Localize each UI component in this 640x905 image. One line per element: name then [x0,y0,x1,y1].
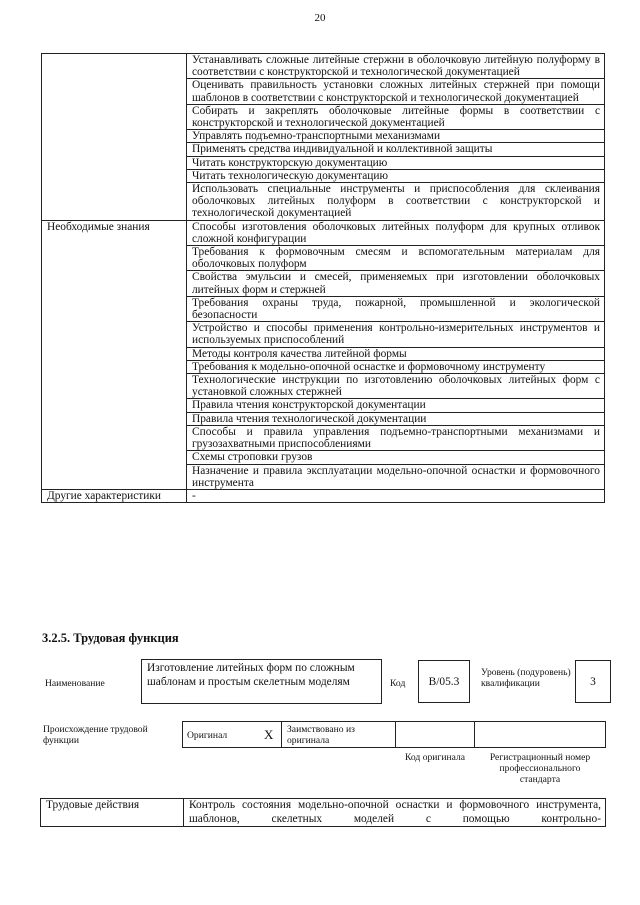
name-label: Наименование [45,678,105,689]
row-label: Необходимые знания [42,220,187,489]
function-name-box [141,659,382,704]
row-text: Свойства эмульсии и смесей, применяемых при изготовлении оболочковых литейных форм и стержней [187,271,605,296]
function-name-value: Изготовление литейных форм по сложным шаблонам и простым скелетным моделям [147,662,355,688]
row-text: Назначение и правила эксплуатации модельно-опочной оснастки и формовочного инструмента [187,464,605,489]
original-mark: X [264,727,274,742]
code-original-cell [395,721,475,748]
row-text: Методы контроля качества литейной формы [187,347,605,360]
row-text: Требования к модельно-опочной оснастке и формовочному инструменту [187,360,605,373]
row-text: Способы и правила управления подъемно-транспортными механизмами и грузозахватными приспособлениями [187,425,605,450]
row-text: Устройство и способы применения контрольно-измерительных инструментов и используемых приспособлений [187,322,605,347]
reg-number-cell [474,721,606,748]
code-label: Код [390,678,406,689]
row-text: Собирать и закреплять оболочковые литейные формы в соответствии с конструкторской и технологической документацией [187,104,605,129]
row-text: - [187,489,605,502]
original-cell [182,721,282,748]
level-value: 3 [590,676,596,688]
competency-table [41,53,605,503]
borrowed-label: Заимствовано из оригинала [287,724,355,746]
row-text: Технологические инструкции по изготовлению оболочковых литейных форм с установкой сложных стержней [187,374,605,399]
page-number: 20 [314,12,326,24]
row-text: Правила чтения конструкторской документации [187,399,605,412]
row-text: Управлять подъемно-транспортными механизмами [187,130,605,143]
labor-actions-label: Трудовые действия [41,799,184,827]
row-text: Устанавливать сложные литейные стержни в оболочковую литейную полуформу в соответствии с конструкторской и технологической документацией [187,54,605,79]
labor-actions-first-row: Контроль состояния модельно-опочной оснастки и формовочного инструмента, шаблонов, скелетных моделей с помощью контрольно- [184,799,606,827]
row-text: Читать технологическую документацию [187,169,605,182]
section-title: 3.2.5. Трудовая функция [42,631,179,645]
skill-row [42,54,605,79]
row-text: Схемы строповки грузов [187,451,605,464]
row-text: Правила чтения технологической документации [187,412,605,425]
other-characteristics-row [42,489,605,502]
row-text: Читать конструкторскую документацию [187,156,605,169]
level-label: Уровень (подуровень) квалификации [481,667,571,689]
row-text: Требования охраны труда, пожарной, промышленной и экологической безопасности [187,296,605,321]
row-label: Другие характеристики [42,489,187,502]
row-label [42,54,187,221]
row-text: Оценивать правильность установки сложных литейных стержней при помощи шаблонов в соответствии с конструкторской и технологической документацией [187,79,605,104]
level-value-box [575,660,611,703]
original-label: Оригинал [187,730,228,741]
row-text: Способы изготовления оболочковых литейных полуформ для крупных отливок сложной конфигурации [187,220,605,245]
labor-actions-row [41,799,606,827]
code-value-box [418,660,470,703]
row-text: Использовать специальные инструменты и приспособления для склеивания оболочковых литейных полуформ в соответствии с конструкторской и технологической документацией [187,183,605,221]
code-value: В/05.3 [428,676,460,688]
labor-actions-table [40,798,606,827]
reg-number-label: Регистрационный номер профессионального стандарта [489,752,591,785]
knowledge-row [42,220,605,245]
row-text: Применять средства индивидуальной и коллективной защиты [187,143,605,156]
borrowed-cell [281,721,396,748]
origin-label: Происхождение трудовой функции [43,724,148,746]
code-original-label: Код оригинала [404,752,466,763]
row-text: Требования к формовочным смесям и вспомогательным материалам для оболочковых полуформ [187,246,605,271]
